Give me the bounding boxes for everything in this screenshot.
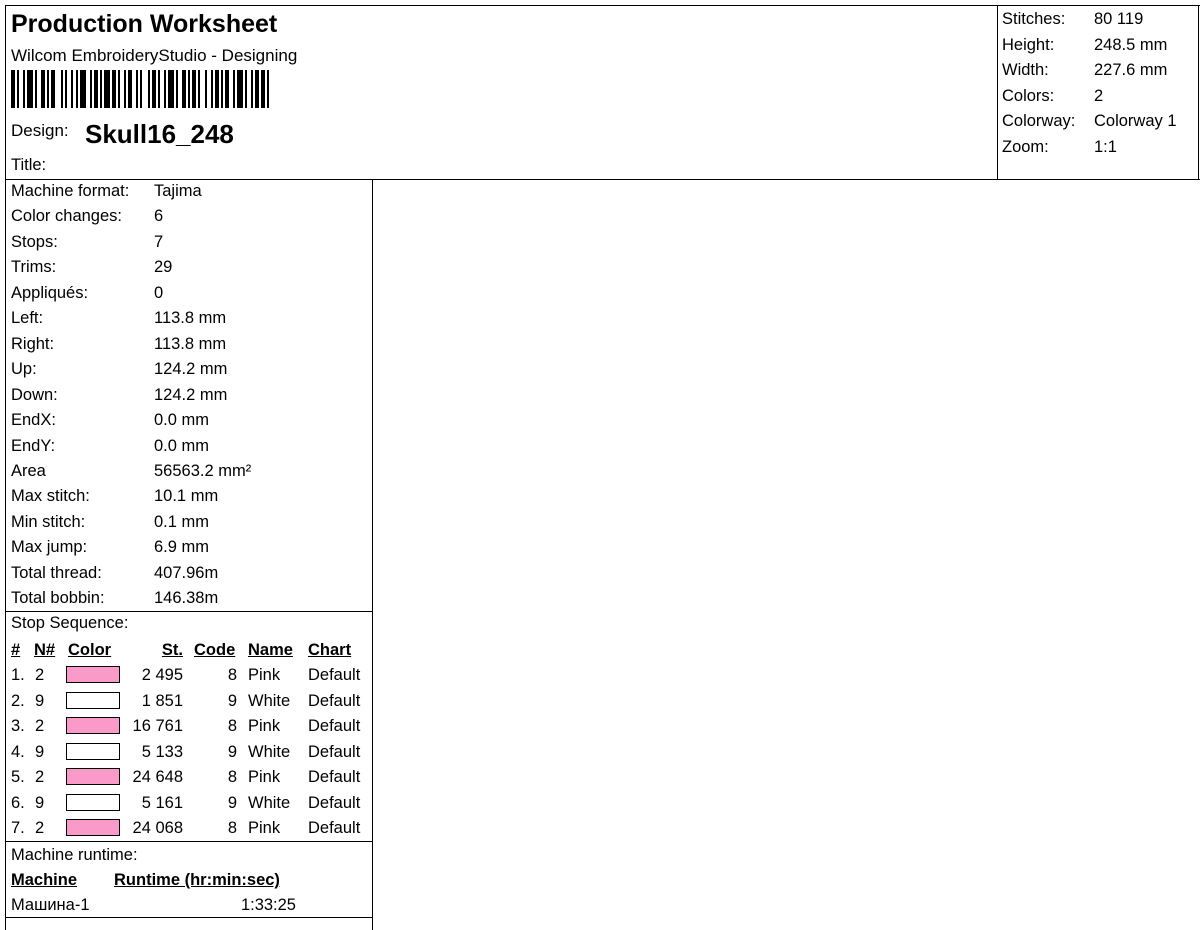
col-header-needle: N# [34,641,56,659]
summary-label: Colors: [1002,86,1055,105]
seq-name: Pink [248,666,281,684]
seq-num: 6. [11,793,25,812]
color-swatch [66,692,120,709]
col-header-color: Color [68,641,112,659]
col-header-num: # [11,641,21,659]
detail-label: Total bobbin: [11,589,105,608]
sequence-bottom-border [5,841,373,842]
detail-value: 146.38m [154,589,219,608]
color-swatch [66,768,120,785]
seq-num: 7. [11,819,25,837]
seq-code: 9 [227,742,237,761]
color-swatch [66,794,120,811]
seq-needle: 9 [35,793,45,812]
details-right-border [372,179,373,930]
left-border [5,5,6,930]
seq-needle: 2 [35,768,45,786]
seq-name: Pink [248,717,281,735]
detail-value: 10.1 mm [154,487,219,506]
seq-needle: 2 [35,666,45,684]
seq-code: 9 [227,793,237,812]
seq-needle: 9 [35,691,45,710]
seq-chart: Default [308,768,361,786]
color-swatch [66,819,120,836]
col-header-stitches: St. [161,641,183,659]
summary-value: 1:1 [1094,138,1117,156]
seq-stitches: 5 161 [141,793,183,812]
seq-code: 8 [227,717,237,735]
detail-label: Min stitch: [11,512,86,531]
detail-label: Trims: [11,258,57,277]
summary-value: 227.6 mm [1094,61,1168,80]
detail-label: Area [11,461,46,480]
detail-value: 113.8 mm [154,334,227,353]
color-swatch [66,717,120,734]
stop-sequence-title: Stop Sequence: [11,614,129,632]
seq-code: 8 [227,666,237,684]
right-border [1198,5,1199,180]
detail-label: Left: [11,309,44,328]
seq-num: 4. [11,742,25,761]
color-swatch [66,666,120,683]
seq-chart: Default [308,666,361,684]
runtime-header-runtime: Runtime (hr:min:sec) [114,871,280,889]
seq-stitches: 5 133 [141,742,183,761]
seq-stitches: 24 648 [132,768,183,786]
runtime-title: Machine runtime: [11,846,138,864]
detail-label: Right: [11,334,55,353]
col-header-code: Code [194,641,236,659]
seq-name: White [248,742,291,761]
summary-label: Width: [1002,61,1049,80]
detail-label: Appliqués: [11,283,89,302]
detail-value: 113.8 mm [154,309,227,328]
seq-chart: Default [308,742,361,761]
page-subtitle: Wilcom EmbroideryStudio - Designing [11,46,298,65]
header-bottom-border [5,179,1200,180]
seq-needle: 9 [35,742,45,761]
summary-value: 2 [1094,86,1104,105]
runtime-header-machine: Machine [11,871,78,889]
seq-chart: Default [308,717,361,735]
detail-value: Tajima [154,182,202,200]
summary-divider [997,5,998,180]
detail-label: Up: [11,360,37,379]
seq-stitches: 1 851 [141,691,183,710]
seq-chart: Default [308,793,361,812]
runtime-value: 1:33:25 [240,896,296,914]
page-title: Production Worksheet [11,10,278,38]
summary-value: 248.5 mm [1094,35,1168,54]
detail-label: EndX: [11,411,56,430]
seq-name: Pink [248,819,281,837]
seq-num: 5. [11,768,25,786]
seq-chart: Default [308,819,361,837]
color-swatch [66,743,120,760]
seq-chart: Default [308,691,361,710]
detail-label: Stops: [11,232,58,251]
detail-value: 29 [154,258,173,277]
summary-value: 80 119 [1094,10,1144,28]
seq-stitches: 24 068 [132,819,183,837]
detail-value: 0.0 mm [154,436,210,455]
detail-label: Color changes: [11,207,122,226]
summary-value: Colorway 1 [1094,112,1177,131]
seq-num: 2. [11,691,25,710]
detail-label: EndY: [11,436,56,455]
summary-label: Colorway: [1002,112,1076,131]
seq-needle: 2 [35,819,45,837]
detail-label: Machine format: [11,182,130,200]
detail-label: Max stitch: [11,487,90,506]
design-barcode [11,70,273,108]
summary-label: Stitches: [1002,10,1066,28]
runtime-machine: Машина-1 [11,896,90,914]
seq-stitches: 2 495 [141,666,183,684]
seq-code: 8 [227,819,237,837]
detail-value: 6.9 mm [154,538,210,557]
seq-name: White [248,691,291,710]
seq-name: Pink [248,768,281,786]
col-header-chart: Chart [308,641,352,659]
design-label: Design: [11,121,69,140]
seq-num: 1. [11,666,25,684]
seq-stitches: 16 761 [132,717,183,735]
seq-name: White [248,793,291,812]
detail-label: Total thread: [11,563,102,582]
runtime-bottom-border [5,917,373,918]
detail-label: Down: [11,385,58,404]
col-header-name: Name [248,641,293,659]
detail-value: 0.0 mm [154,411,210,430]
details-bottom-border [5,611,373,612]
detail-value: 124.2 mm [154,360,228,379]
seq-num: 3. [11,717,25,735]
design-name: Skull16_248 [85,119,234,149]
seq-needle: 2 [35,717,45,735]
detail-value: 0 [154,283,164,302]
summary-label: Height: [1002,35,1055,54]
detail-value: 0.1 mm [154,512,210,531]
detail-value: 407.96m [154,563,219,582]
seq-code: 8 [227,768,237,786]
seq-code: 9 [227,691,237,710]
detail-value: 124.2 mm [154,385,228,404]
detail-label: Max jump: [11,538,88,557]
detail-value: 7 [154,232,164,251]
detail-value: 56563.2 mm² [154,461,252,480]
top-border [5,5,1200,6]
detail-value: 6 [154,207,164,226]
summary-label: Zoom: [1002,138,1049,156]
title-label: Title: [11,156,47,174]
